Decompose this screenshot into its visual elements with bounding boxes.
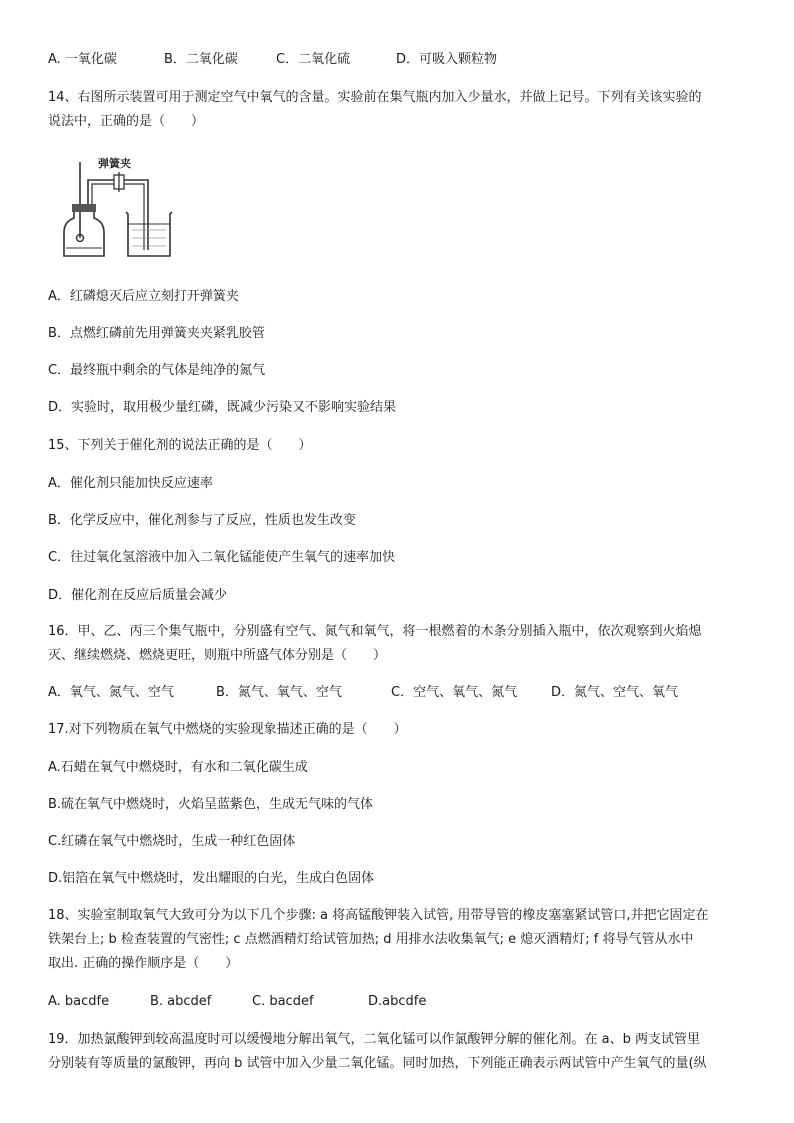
q18-option-b: B. abcdef xyxy=(150,994,212,1009)
bottle-stopper xyxy=(72,204,96,212)
q16-option-d: D．氮气、空气、氧气 xyxy=(551,685,679,700)
q17-stem: 17.对下列物质在氧气中燃烧的实验现象描述正确的是（ ） xyxy=(48,722,407,737)
connecting-tube xyxy=(88,180,148,250)
q14-stem-line1: 14、右图所示装置可用于测定空气中氧气的含量。实验前在集气瓶内加入少量水，并做上记号。下列有关该实验的 xyxy=(48,90,702,105)
q16-stem-line1: 16．甲、乙、丙三个集气瓶中，分别盛有空气、氮气和氧气，将一根燃着的木条分别插入瓶中，依次观察到火焰熄 xyxy=(48,624,702,639)
q15-option-d: D．催化剂在反应后质量会减少 xyxy=(48,588,228,603)
q17-option-d: D.铝箔在氧气中燃烧时，发出耀眼的白光，生成白色固体 xyxy=(48,871,375,886)
q14-option-d: D．实验时，取用极少量红磷，既减少污染又不影响实验结果 xyxy=(48,400,397,415)
q19-stem-line2: 分别装有等质量的氯酸钾，再向 b 试管中加入少量二氧化锰。同时加热，下列能正确表示两试管中产生氧气的量(纵 xyxy=(48,1056,707,1071)
q15-option-a: A．催化剂只能加快反应速率 xyxy=(48,476,213,491)
q16-option-b: B．氮气、氧气、空气 xyxy=(216,685,342,700)
q14-option-a: A．红磷熄灭后应立刻打开弹簧夹 xyxy=(48,289,239,304)
q18-option-d: D.abcdfe xyxy=(368,994,427,1009)
q13-option-c: C．二氧化硫 xyxy=(276,52,351,67)
q15-option-c: C．往过氧化氢溶液中加入二氧化锰能使产生氧气的速率加快 xyxy=(48,550,396,565)
apparatus-figure xyxy=(58,152,178,260)
q15-option-b: B．化学反应中，催化剂参与了反应，性质也发生改变 xyxy=(48,513,356,528)
q13-option-b: B．二氧化碳 xyxy=(164,52,238,67)
q14-option-b: B．点燃红磷前先用弹簧夹夹紧乳胶管 xyxy=(48,326,265,341)
q18-stem-line2: 铁架台上; b 检查装置的气密性; c 点燃酒精灯给试管加热; d 用排水法收集氧气; e 熄灭酒精灯; f 将导气管从水中 xyxy=(48,932,694,947)
q16-option-c: C．空气、氧气、氮气 xyxy=(391,685,518,700)
q18-stem-line3: 取出. 正确的操作顺序是（ ） xyxy=(48,956,239,971)
q17-option-a: A.石蜡在氧气中燃烧时，有水和二氧化碳生成 xyxy=(48,760,308,775)
q16-stem-line2: 灭、继续燃烧、燃烧更旺，则瓶中所盛气体分别是（ ） xyxy=(48,648,387,663)
q13-option-d: D．可吸入颗粒物 xyxy=(396,52,498,67)
q18-option-a: A. bacdfe xyxy=(48,994,110,1009)
connecting-tube-inner xyxy=(92,184,144,250)
q13-option-a: A. 一氧化碳 xyxy=(48,52,117,67)
beaker xyxy=(126,212,172,256)
q15-stem: 15、下列关于催化剂的说法正确的是（ ） xyxy=(48,438,312,453)
q18-stem-line1: 18、实验室制取氧气大致可分为以下几个步骤: a 将高锰酸钾装入试管, 用带导管的橡皮塞塞紧试管口,并把它固定在 xyxy=(48,908,709,923)
gas-collection-bottle xyxy=(64,212,104,256)
q18-option-c: C. bacdef xyxy=(252,994,314,1009)
q14-option-c: C．最终瓶中剩余的气体是纯净的氮气 xyxy=(48,363,266,378)
q17-option-c: C.红磷在氧气中燃烧时，生成一种红色固体 xyxy=(48,834,296,849)
spring-clamp-label: 弹簧夹 xyxy=(98,157,131,170)
q16-option-a: A．氧气、氮气、空气 xyxy=(48,685,174,700)
q14-stem-line2: 说法中，正确的是（ ） xyxy=(48,114,205,129)
q17-option-b: B.硫在氧气中燃烧时，火焰呈蓝紫色，生成无气味的气体 xyxy=(48,797,374,812)
q19-stem-line1: 19．加热氯酸钾到较高温度时可以缓慢地分解出氧气，二氧化锰可以作氯酸钾分解的催化剂。在 a、b 两支试管里 xyxy=(48,1032,701,1047)
